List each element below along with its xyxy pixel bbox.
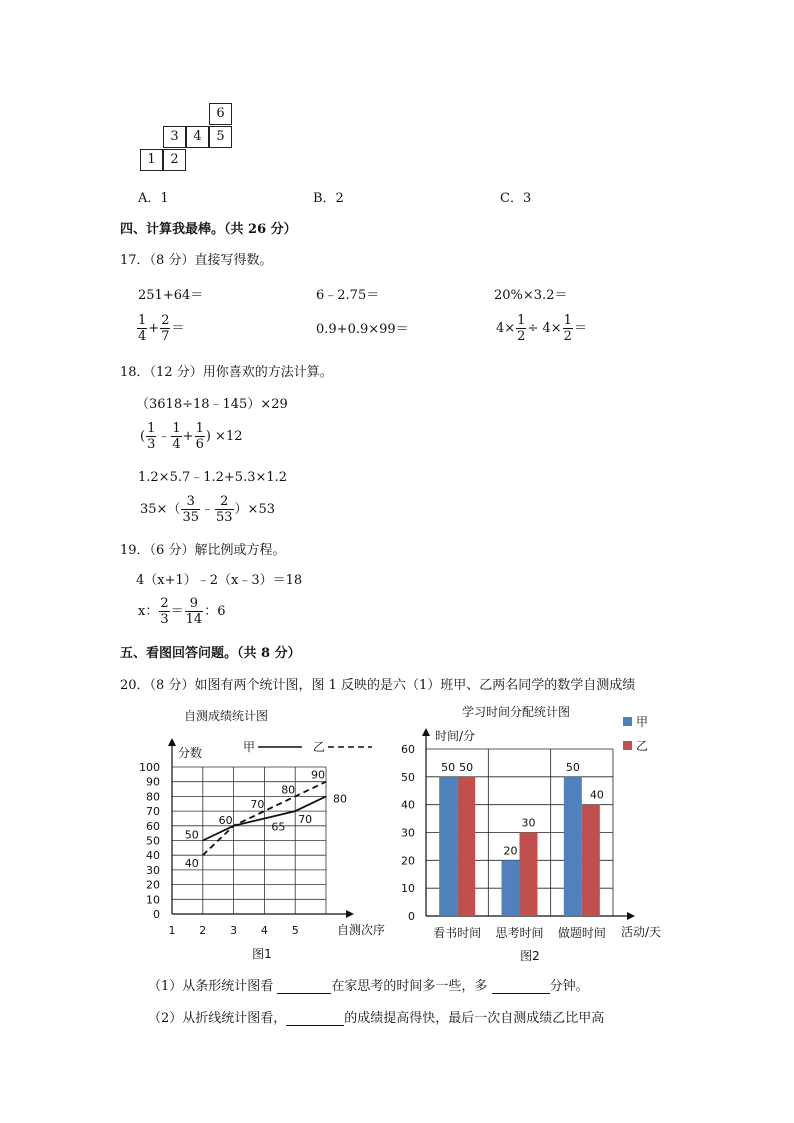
figure-caption: 图1 [252,947,272,961]
net-cell: 6 [209,103,232,125]
section4-heading: 四、计算我最棒。（共 26 分） [120,222,297,237]
legend-label-yi: 乙 [313,740,326,754]
data-label-jia: 70 [298,813,313,827]
y-tick-label: 50 [146,834,160,848]
bar-jia [564,777,582,916]
q18-expr-1: （3618÷18﹣145）×29 [136,397,288,412]
x-axis-label: 活动/天 [621,925,662,939]
line-chart-figure-1 [130,700,400,970]
q16-option-c: C．3 [500,191,532,206]
q20-subquestion-1: （1）从条形统计图看 在家思考的时间多一些，多 分钟。 [148,979,589,994]
net-cell: 4 [186,126,209,148]
q18-title: 18．（12 分）用你喜欢的方法计算。 [120,365,333,380]
y-tick-label: 10 [146,893,160,907]
data-label-jia: 65 [271,820,286,834]
chart-title: 自测成绩统计图 [183,709,269,723]
q19-title: 19．（6 分）解比例或方程。 [120,543,286,558]
q17-expr-5: 0.9+0.9×99＝ [316,322,409,337]
x-tick-label: 做题时间 [557,926,606,940]
y-axis-label: 分数 [178,746,203,760]
data-label-yi: 90 [311,768,325,782]
q16-option-a: A．1 [138,191,169,206]
net-cell: 5 [209,126,232,148]
net-cell: 2 [163,149,186,171]
net-cell: 1 [140,149,163,171]
y-tick-label: 30 [401,826,415,840]
bar-yi [457,777,475,916]
y-tick-label: 20 [401,854,415,868]
chart-title: 学习时间分配统计图 [461,705,571,719]
q18-expr-3: 1.2×5.7﹣1.2+5.3×1.2 [138,470,288,485]
data-label-jia: 60 [218,813,233,827]
bar-data-label: 50 [441,760,456,774]
answer-blank[interactable] [277,993,331,994]
x-tick-label: 4 [260,924,268,937]
legend-label-jia: 甲 [243,740,256,754]
y-tick-label: 30 [146,863,160,877]
q18-expr-2: ( $\frac{1}{3}$ ﹣ $\frac{1}{4}$ + $\frac{1}{6}$ ) ×12 [140,421,243,452]
bar-data-label: 20 [503,844,518,858]
x-tick-label: 5 [291,924,299,937]
q17-expr-3: 20%×3.2＝ [494,288,568,303]
data-label-yi: 70 [250,798,265,812]
q20-subquestion-2: （2）从折线统计图看， 的成绩提高得快，最后一次自测成绩乙比甲高 [148,1011,605,1026]
q16-option-b: B．2 [313,191,344,206]
bar-data-label: 50 [565,760,580,774]
data-label-yi: 40 [184,857,199,871]
data-label-yi: 80 [281,783,296,797]
bar-yi [582,805,600,916]
bar-data-label: 50 [459,760,474,774]
legend-swatch-yi [623,741,632,750]
legend-label-jia: 甲 [636,715,649,729]
bar-yi [520,833,538,917]
y-tick-label: 20 [146,878,160,892]
net-cell: 3 [163,126,186,148]
legend-swatch-jia [623,717,632,726]
x-tick-label: 3 [230,924,238,937]
y-axis-arrow [422,728,430,736]
y-tick-label: 90 [146,775,160,789]
bar-jia [439,777,457,916]
q19-equation-1: 4（x+1）﹣2（x﹣3）＝18 [136,573,303,588]
figure-caption: 图2 [520,949,540,963]
q19-equation-2: x： $\frac{2}{3}$ ＝ $\frac{9}{14}$ ：6 [138,596,226,627]
q20-title: 20．（8 分）如图有两个统计图，图 1 反映的是六（1）班甲、乙两名同学的数学自测成绩 [120,678,636,693]
x-axis-arrow [627,912,635,920]
y-tick-label: 80 [146,790,160,804]
q17-expr-6: 4× $\frac{1}{2}$ ÷ 4× $\frac{1}{2}$ ＝ [496,313,587,344]
y-tick-label: 0 [153,908,160,921]
y-tick-label: 70 [146,805,160,819]
y-tick-label: 10 [401,882,415,896]
y-axis-label: 时间/分 [435,729,476,743]
bar-data-label: 30 [521,816,536,830]
q17-title: 17．（8 分）直接写得数。 [120,253,273,268]
x-axis-label: 自测次序 [337,923,386,937]
y-tick-label: 40 [146,849,160,863]
answer-blank[interactable] [492,993,550,994]
x-tick-label: 看书时间 [433,926,482,940]
x-axis-arrow [346,910,354,918]
q17-expr-1: 251+64＝ [138,288,204,303]
y-tick-label: 60 [401,743,415,756]
q17-expr-2: 6﹣2.75＝ [316,288,380,303]
bar-chart-figure-2 [395,700,675,970]
y-tick-label: 40 [401,798,415,812]
section5-heading: 五、看图回答问题。（共 8 分） [120,646,301,661]
x-tick-label: 2 [199,924,207,937]
bar-data-label: 40 [589,788,604,802]
y-tick-label: 50 [401,770,415,784]
x-tick-label: 1 [168,924,176,937]
data-label-jia: 50 [184,828,199,842]
y-axis-arrow [168,738,176,746]
q18-expr-4: 35×（ $\frac{3}{35}$ ﹣ $\frac{2}{53}$ ）×53 [140,494,275,525]
bar-jia [502,860,520,916]
y-tick-label: 0 [408,910,415,923]
y-tick-label: 100 [139,761,160,774]
legend-label-yi: 乙 [636,739,649,753]
answer-blank[interactable] [286,1025,344,1026]
data-label-jia: 80 [333,792,347,806]
x-tick-label: 思考时间 [495,926,544,940]
y-tick-label: 60 [146,819,160,833]
q17-expr-4: $\frac{1}{4}$ + $\frac{2}{7}$ ＝ [138,313,185,344]
